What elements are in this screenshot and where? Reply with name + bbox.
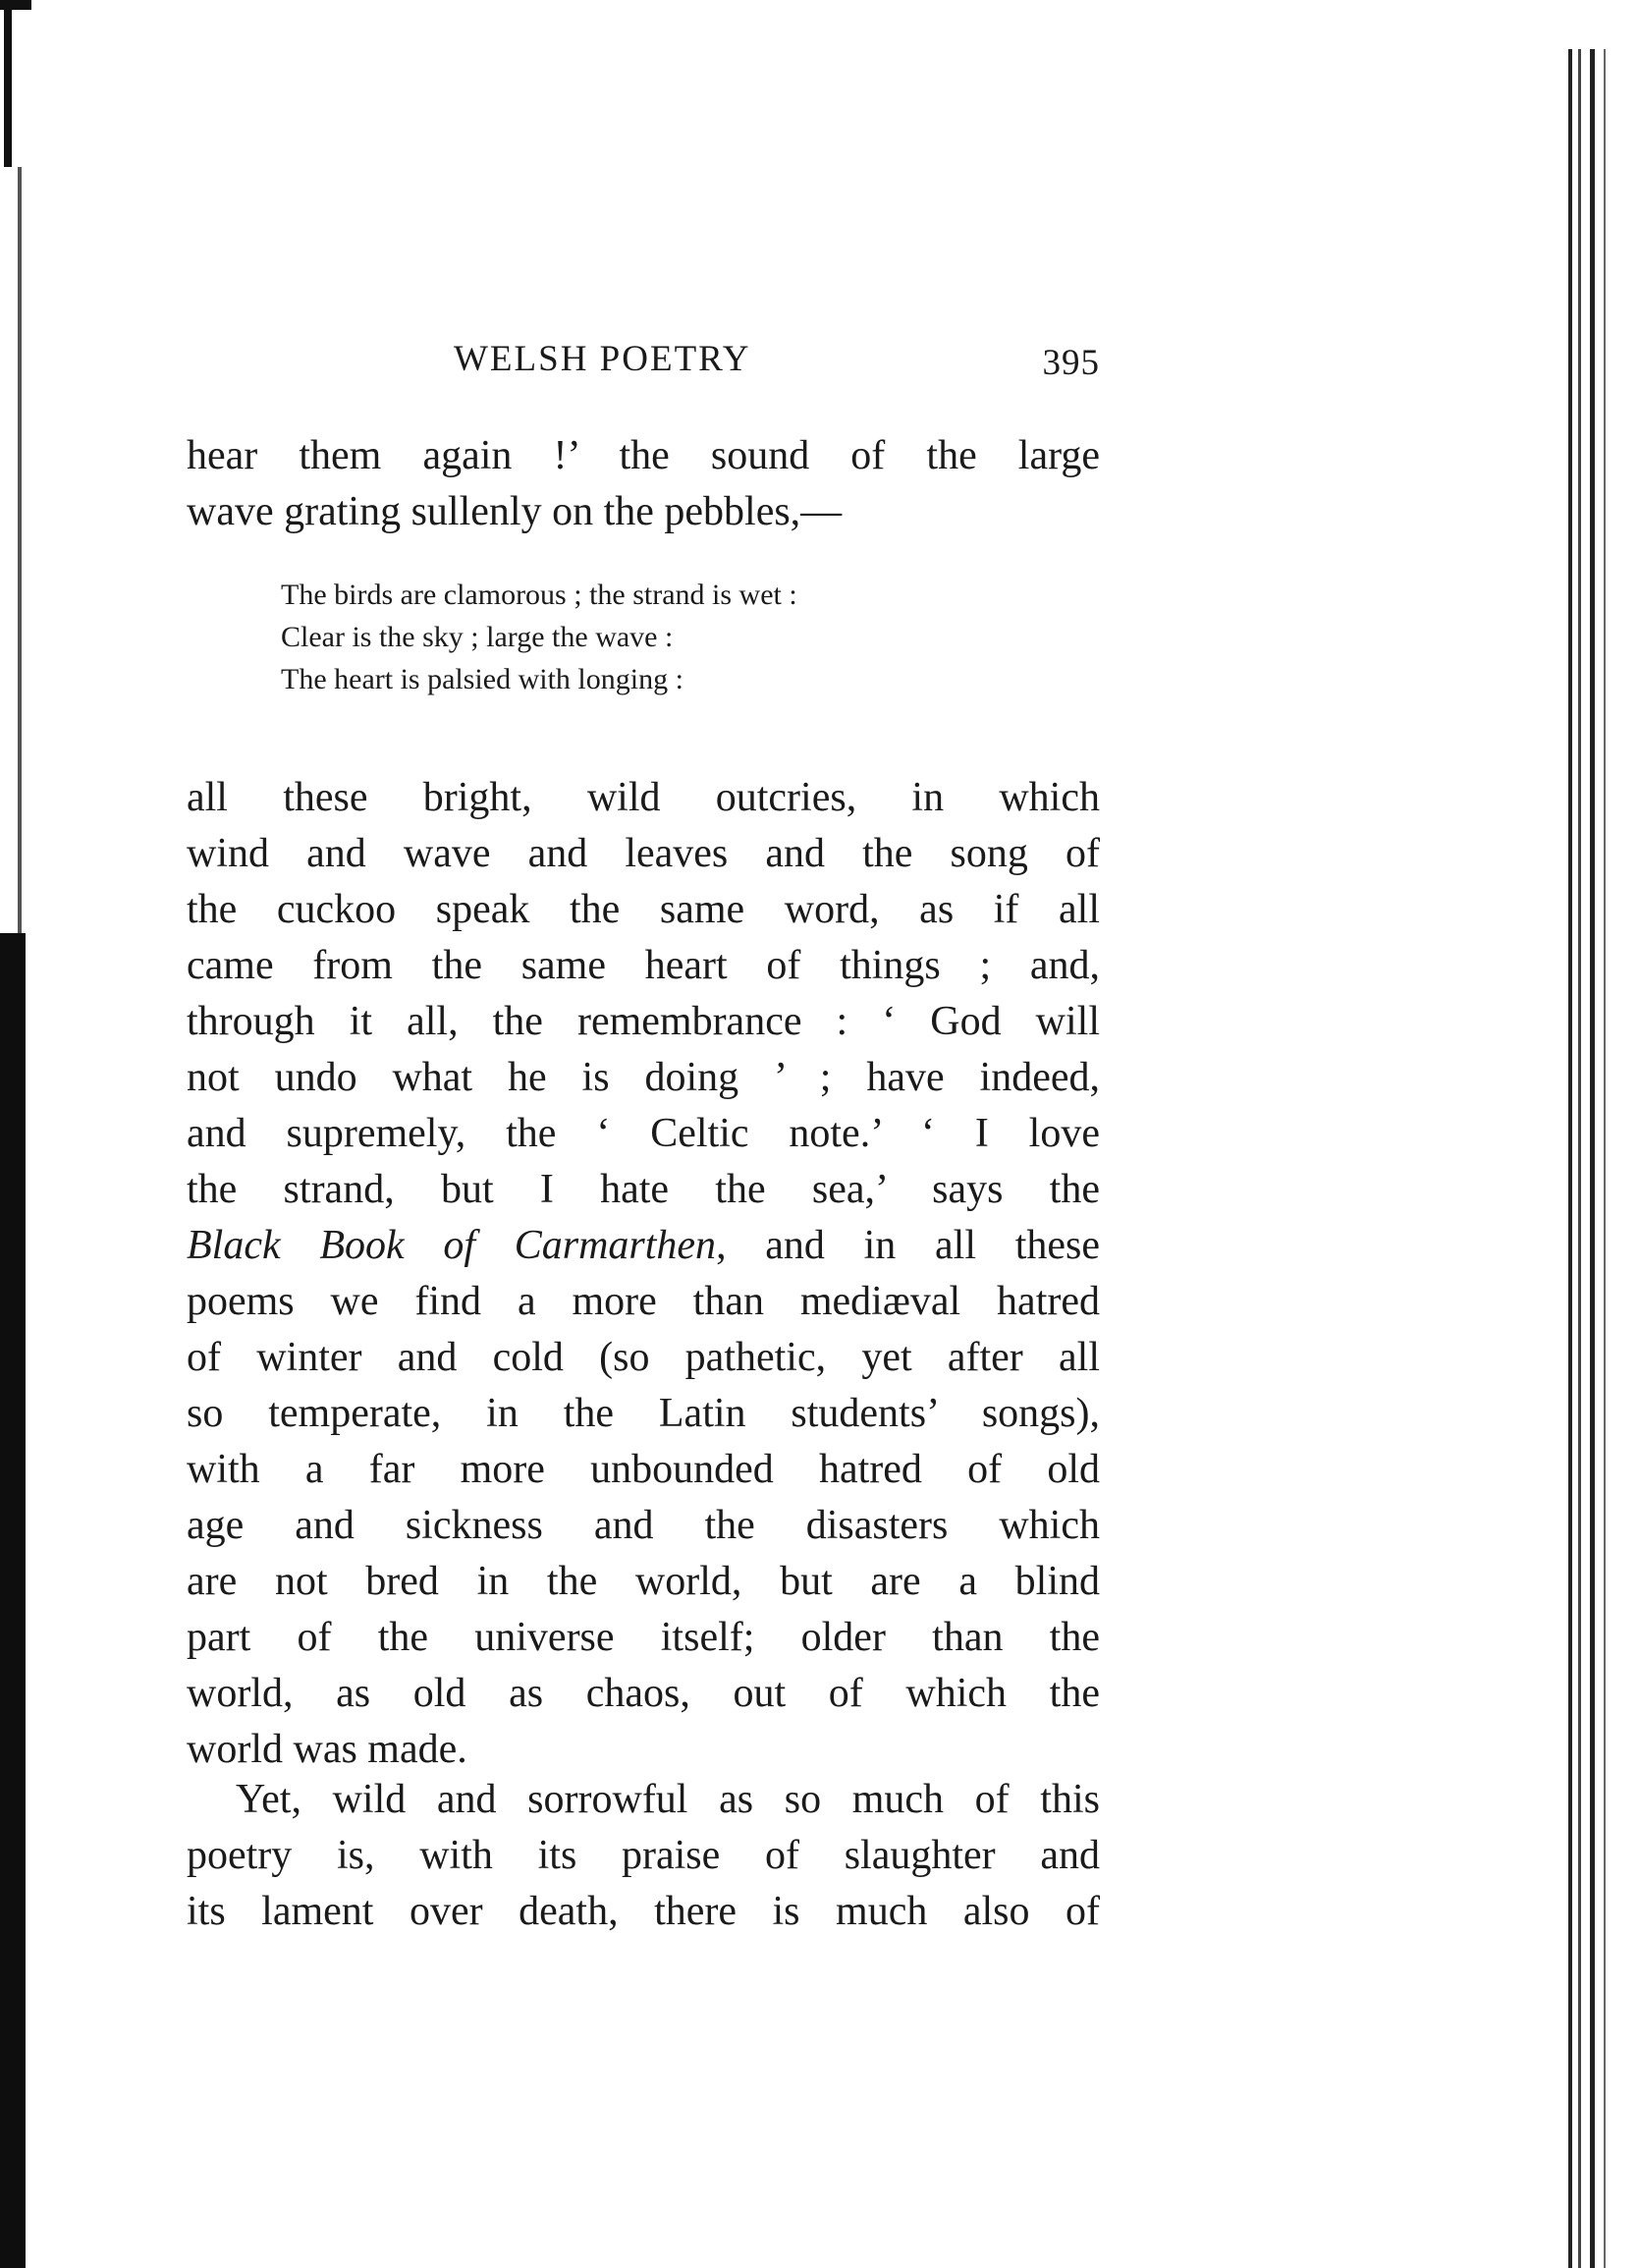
text-line-with-italic-title	[187, 1218, 1100, 1274]
paragraph-main	[187, 770, 1100, 1778]
text-line: wind and wave and leaves and the song of	[187, 831, 1100, 876]
edge-line	[1568, 49, 1572, 2268]
verse-line: Clear is the sky ; large the wave :	[281, 621, 674, 653]
paragraph-next	[187, 1772, 1100, 1940]
text-line: the strand, but I hate the sea,’ says the	[187, 1167, 1100, 1212]
verse-line: The birds are clamorous ; the strand is wet :	[281, 579, 797, 611]
edge-line	[1578, 49, 1581, 2268]
text-line: age and sickness and the disasters which	[187, 1503, 1100, 1548]
text-line: hear them again !’ the sound of the large	[187, 433, 1100, 478]
left-page-edge-shadow	[0, 0, 31, 2268]
text-line: Yet, wild and sorrowful as so much of this	[236, 1777, 1100, 1822]
text-line: and supremely, the ‘ Celtic note.’ ‘ I love	[187, 1111, 1100, 1156]
verse-line: The heart is palsied with longing :	[281, 663, 683, 695]
text-line: of winter and cold (so pathetic, yet after all	[187, 1335, 1100, 1380]
text-fragment: , and in all these	[716, 1223, 1100, 1268]
text-line: its lament over death, there is much also of	[187, 1889, 1100, 1934]
text-line: poetry is, with its praise of slaughter and	[187, 1833, 1100, 1878]
text-line: with a far more unbounded hatred of old	[187, 1447, 1100, 1492]
book-title: Black Book of Carmarthen	[187, 1223, 717, 1268]
edge-line	[1604, 49, 1606, 2268]
text-line: are not bred in the world, but are a blind	[187, 1559, 1100, 1604]
verse-quotation	[281, 574, 1066, 700]
scan-edge-thin	[4, 0, 12, 167]
text-line: world, as old as chaos, out of which the	[187, 1671, 1100, 1716]
page-number: 395	[1042, 343, 1100, 383]
running-title: WELSH POETRY	[454, 339, 751, 379]
text-line: poems we find a more than mediæval hatred	[187, 1279, 1100, 1324]
text-line: world was made.	[187, 1727, 467, 1772]
paragraph-continued	[187, 428, 1100, 540]
text-line: not undo what he is doing ’ ; have indeed,	[187, 1055, 1100, 1100]
text-line: all these bright, wild outcries, in which	[187, 775, 1100, 820]
scan-edge-mid	[18, 167, 22, 933]
text-line: the cuckoo speak the same word, as if all	[187, 887, 1100, 932]
text-line: part of the universe itself; older than the	[187, 1615, 1100, 1660]
text-line: so temperate, in the Latin students’ songs),	[187, 1391, 1100, 1436]
text-line: came from the same heart of things ; and,	[187, 943, 1100, 988]
text-line: wave grating sullenly on the pebbles,—	[187, 489, 843, 534]
right-page-edge-lines	[1560, 49, 1639, 2268]
text-line: through it all, the remembrance : ‘ God will	[187, 999, 1100, 1044]
page-header	[187, 338, 1100, 397]
edge-line	[1590, 49, 1595, 2268]
scan-edge-thick	[0, 933, 26, 2268]
